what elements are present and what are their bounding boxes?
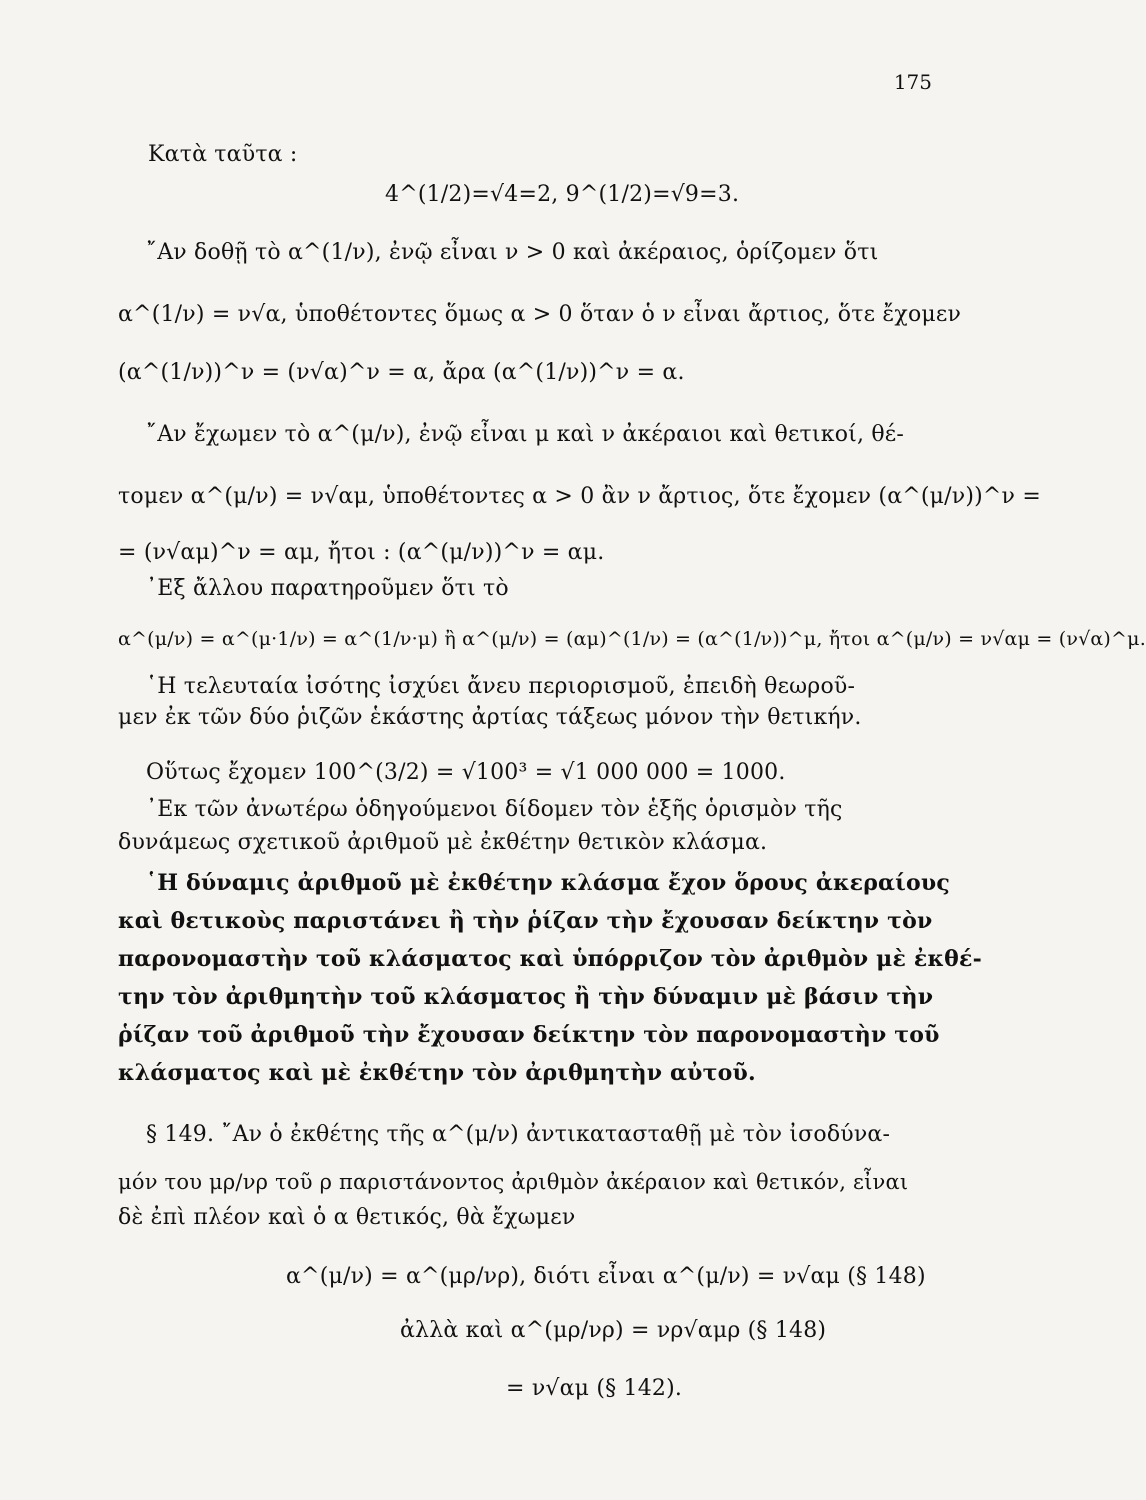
text-line: μεν ἐκ τῶν δύο ῥιζῶν ἑκάστης ἀρτίας τάξεως μόνον τὴν θετικήν.	[118, 705, 862, 730]
definition-line: παρονομαστὴν τοῦ κλάσματος καὶ ὑπόρριζον τὸν ἀριθμὸν μὲ ἐκθέ-	[118, 946, 982, 972]
text-line: δὲ ἐπὶ πλέον καὶ ὁ α θετικός, θὰ ἔχωμεν	[118, 1205, 576, 1230]
text-line: ᾿Εκ τῶν ἀνωτέρω ὁδηγούμενοι δίδομεν τὸν ἑξῆς ὁρισμὸν τῆς	[146, 797, 843, 822]
section-149-heading: § 149. ῎Αν ὁ ἐκθέτης τῆς α^(μ/ν) ἀντικατασταθῇ μὲ τὸν ἰσοδύνα-	[146, 1122, 891, 1147]
text-line: Κατὰ ταῦτα :	[148, 142, 298, 167]
definition-line: την τὸν ἀριθμητὴν τοῦ κλάσματος ἢ τὴν δύναμιν μὲ βάσιν τὴν	[118, 984, 934, 1010]
equation-line: α^(μ/ν) = α^(μρ/νρ), διότι εἶναι α^(μ/ν) = ν√αμ (§ 148)	[286, 1264, 926, 1289]
equation-line: = ν√αμ (§ 142).	[506, 1376, 683, 1401]
text-line: ῎Αν δοθῇ τὸ α^(1/ν), ἐνῷ εἶναι ν > 0 καὶ ἀκέραιος, ὁρίζομεν ὅτι	[146, 240, 879, 265]
equation-line: ἀλλὰ καὶ α^(μρ/νρ) = νρ√αμρ (§ 148)	[400, 1318, 827, 1343]
definition-line: καὶ θετικοὺς παριστάνει ἢ τὴν ῥίζαν τὴν ἔχουσαν δείκτην τὸν	[118, 908, 933, 934]
equation-line: 4^(1/2)=√4=2, 9^(1/2)=√9=3.	[385, 182, 740, 207]
definition-line: ῾Η δύναμις ἀριθμοῦ μὲ ἐκθέτην κλάσμα ἔχον ὅρους ἀκεραίους	[146, 870, 950, 896]
equation-line: α^(1/ν) = ν√α, ὑποθέτοντες ὅμως α > 0 ὅταν ὁ ν εἶναι ἄρτιος, ὅτε ἔχομεν	[118, 302, 962, 327]
equation-line: (α^(1/ν))^ν = (ν√α)^ν = α, ἄρα (α^(1/ν))^ν = α.	[118, 360, 685, 385]
equation-line: α^(μ/ν) = α^(μ·1/ν) = α^(1/ν·μ) ἢ α^(μ/ν) = (αμ)^(1/ν) = (α^(1/ν))^μ, ἤτοι α^(μ/ν) = ν√αμ = (ν√α)^μ.	[118, 628, 1146, 650]
text-line: μόν του μρ/νρ τοῦ ρ παριστάνοντος ἀριθμὸν ἀκέραιον καὶ θετικόν, εἶναι	[118, 1170, 909, 1194]
definition-line: ῥίζαν τοῦ ἀριθμοῦ τὴν ἔχουσαν δείκτην τὸν παρονομαστὴν τοῦ	[118, 1022, 940, 1048]
text-line: ῎Αν ἔχωμεν τὸ α^(μ/ν), ἐνῷ εἶναι μ καὶ ν ἀκέραιοι καὶ θετικοί, θέ-	[146, 422, 905, 447]
page-number: 175	[893, 70, 932, 94]
definition-line: κλάσματος καὶ μὲ ἐκθέτην τὸν ἀριθμητὴν αὐτοῦ.	[118, 1060, 756, 1086]
equation-line: τομεν α^(μ/ν) = ν√αμ, ὑποθέτοντες α > 0 ἂν ν ἄρτιος, ὅτε ἔχομεν (α^(μ/ν))^ν =	[118, 484, 1041, 509]
text-line: ᾿Εξ ἄλλου παρατηροῦμεν ὅτι τὸ	[146, 576, 509, 601]
equation-line: = (ν√αμ)^ν = αμ, ἤτοι : (α^(μ/ν))^ν = αμ.	[118, 540, 605, 565]
text-line: ῾Η τελευταία ἰσότης ἰσχύει ἄνευ περιορισμοῦ, ἐπειδὴ θεωροῦ-	[146, 674, 856, 699]
text-line: δυνάμεως σχετικοῦ ἀριθμοῦ μὲ ἐκθέτην θετικὸν κλάσμα.	[118, 830, 768, 855]
equation-line: Οὕτως ἔχομεν 100^(3/2) = √100³ = √1 000 000 = 1000.	[146, 760, 786, 785]
